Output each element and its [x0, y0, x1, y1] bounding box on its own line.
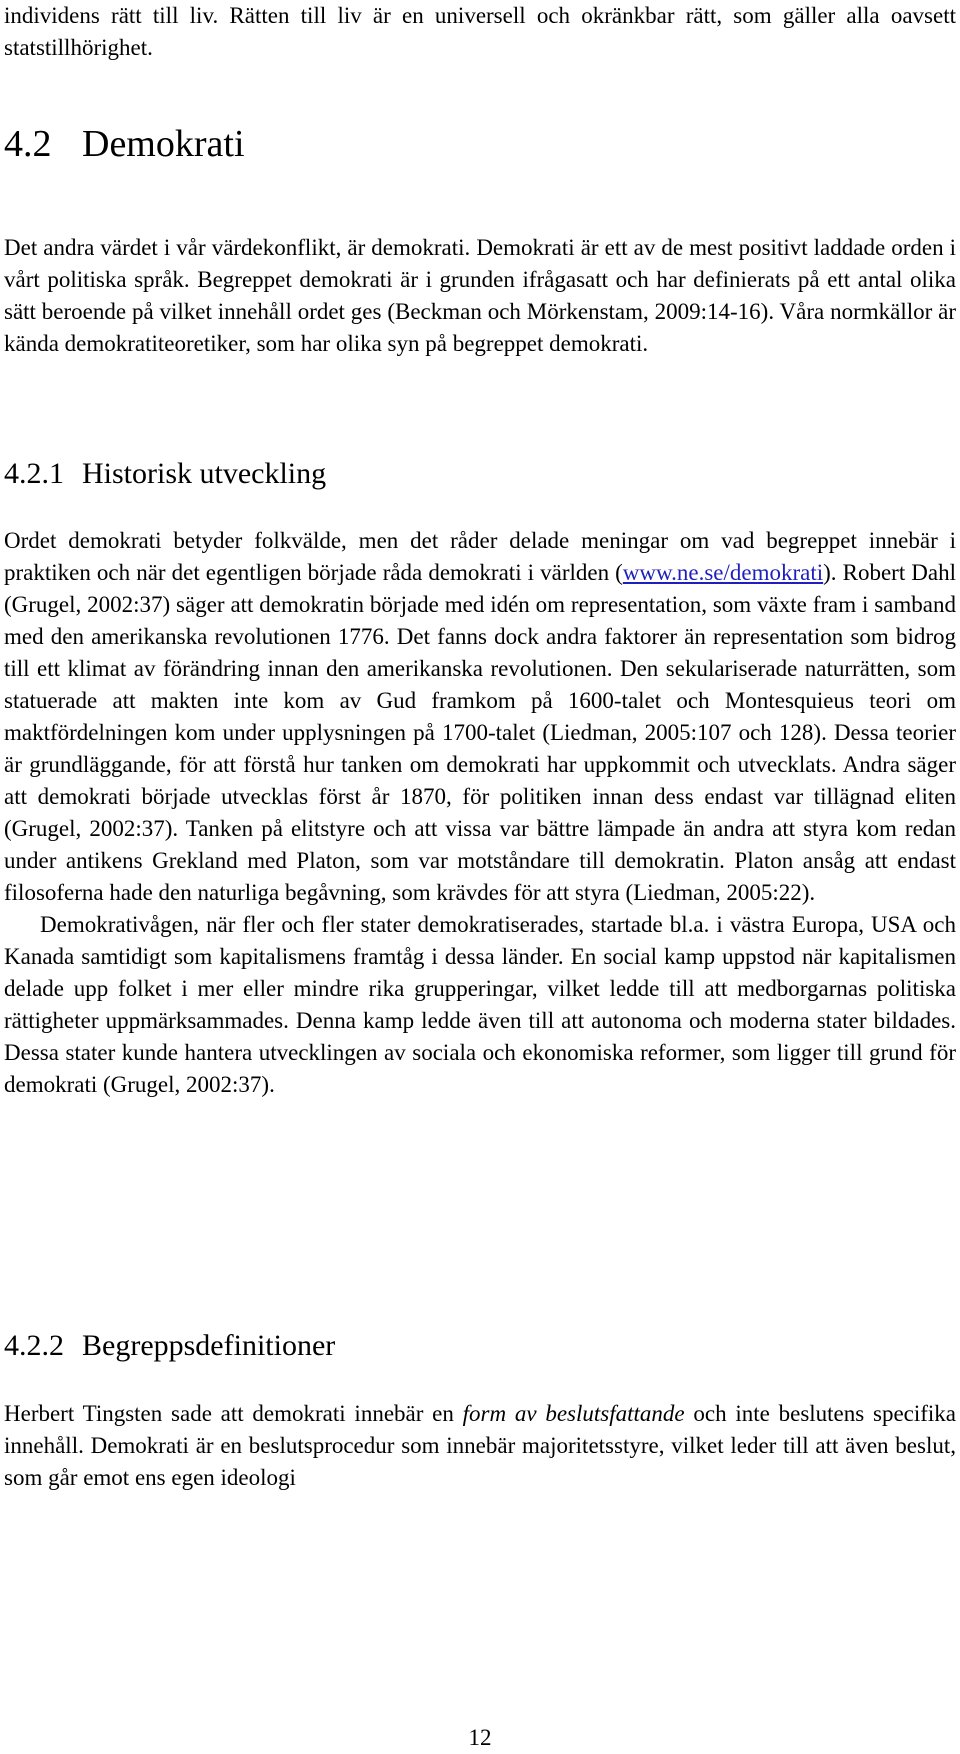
paragraph-text: Det andra värdet i vår värdekonflikt, är demokrati. Demokrati är ett av de mest positivt laddade orden i vårt politiska språk. Begreppet demokrati är i grunden ifrågasatt och har definierats på ett antal olika sätt beroende på vilket innehåll ordet ges (Beckman och Mörkenstam, 2009:14-16). Våra normkällor är kända demokratiteoretiker, som har olika syn på begreppet demokrati. — [4, 235, 956, 356]
section-title: Begreppsdefinitioner — [82, 1329, 336, 1362]
paragraph-text: Herbert Tingsten sade att demokrati innebär en — [4, 1401, 463, 1426]
historisk-paragraph-1 — [4, 525, 956, 909]
demokrati-link[interactable]: www.ne.se/demokrati — [622, 560, 824, 585]
section-number: 4.2.1 — [4, 457, 64, 490]
page-number: 12 — [468, 1725, 492, 1750]
demokrati-paragraph — [4, 232, 956, 360]
paragraph-text: Ordet demokrati betyder folkvälde, men det råder delade meningar om vad begreppet innebär i praktiken och när det egentligen började råda demokrati i världen ( — [4, 528, 956, 585]
section-heading-4-2 — [4, 122, 245, 166]
section-title: Historisk utveckling — [82, 457, 327, 490]
italic-phrase: form av beslutsfattande — [462, 1401, 685, 1426]
paragraph-text: ). Robert Dahl (Grugel, 2002:37) säger att demokratin började med idén om representation, som växte fram i samband med den amerikanska revolutionen 1776. Det fanns dock andra faktorer än representation som bidrog till ett klimat av förändring innan den amerikanska revolutionen. Den sekulariserade naturrätten, som statuerade att makten inte kom av Gud framkom på 1600-talet och Montesquieus teori om maktfördelningen kom under upplysningen på 1700-talet (Liedman, 2005:107 och 128). Dessa teorier är grundläggande, för att förstå hur tanken om demokrati har uppkommit och utvecklats. Andra säger att demokrati började utvecklas först år 1870, för politiken innan dess endast var tillägnad eliten (Grugel, 2002:37). Tanken på elitstyre och att vissa var bättre lämpade än andra att styra kom redan under antikens Grekland med Platon, som var motståndare till demokratin. Platon ansåg att endast filosoferna hade den naturliga begåvning, som krävdes för att styra (Liedman, 2005:22). — [4, 560, 956, 905]
section-number: 4.2 — [4, 123, 52, 165]
section-title: Demokrati — [82, 123, 245, 165]
begreppsdefinitioner-paragraph — [4, 1398, 956, 1494]
section-heading-4-2-2 — [4, 1327, 335, 1365]
section-heading-4-2-1 — [4, 455, 326, 493]
intro-paragraph — [4, 0, 956, 64]
historisk-paragraph-2 — [4, 909, 956, 1101]
intro-text: individens rätt till liv. Rätten till liv är en universell och okränkbar rätt, som gäller alla oavsett statstillhörighet. — [4, 3, 956, 60]
historisk-utveckling-body — [4, 525, 956, 1101]
paragraph-text: Demokrativågen, när fler och fler stater demokratiserades, startade bl.a. i västra Europa, USA och Kanada samtidigt som kapitalismens framtåg i dessa länder. En social kamp uppstod när kapitalismen delade upp folket i mer eller mindre rika grupperingar, vilket ledde till att medborgarnas politiska rättigheter uppmärksammades. Denna kamp ledde även till att autonoma och moderna stater bildades. Dessa stater kunde hantera utvecklingen av sociala och ekonomiska reformer, som ligger till grund för demokrati (Grugel, 2002:37). — [4, 912, 956, 1097]
paragraph-text: och inte beslutens specifika innehåll. Demokrati är en beslutsprocedur som innebär majoritetsstyre, vilket leder till att även beslut, som går emot ens egen ideologi — [4, 1401, 957, 1490]
section-number: 4.2.2 — [4, 1329, 64, 1362]
